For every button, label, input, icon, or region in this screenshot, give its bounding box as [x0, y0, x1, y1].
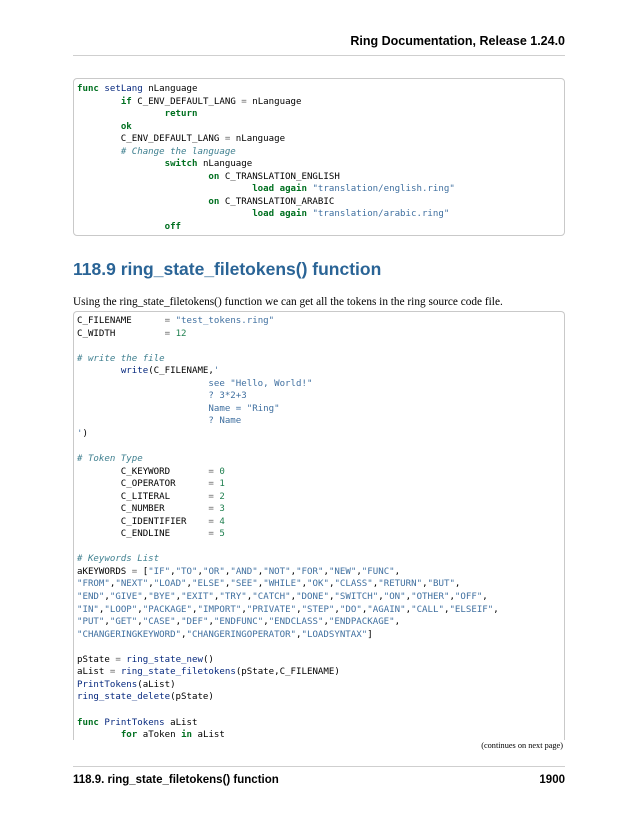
code-token: 0	[219, 466, 225, 477]
code-token: C_FILENAME	[77, 316, 165, 326]
code-token: ,	[257, 566, 264, 577]
code-token: "PRIVATE"	[246, 604, 297, 615]
code-token: "OFF"	[454, 592, 483, 603]
code-token: nLanguage	[142, 84, 198, 94]
code-token: "CALL"	[411, 604, 444, 615]
code-token: ring_state_delete	[77, 692, 171, 703]
code-token: C_ENV_DEFAULT_LANG	[131, 96, 242, 107]
code-token: ,	[224, 566, 231, 577]
code-token: in	[181, 730, 193, 740]
code-line	[77, 666, 564, 679]
code-token: ,	[405, 592, 412, 603]
code-token: ,	[422, 579, 428, 590]
code-token: # write the file	[77, 353, 165, 364]
code-token: aKEYWORDS	[77, 566, 132, 577]
code-token: "NEW"	[328, 566, 357, 577]
code-token: ,	[356, 566, 362, 577]
code-token: "ELSEIF"	[449, 604, 494, 615]
code-token: ,	[449, 592, 455, 603]
code-token: "RETURN"	[378, 579, 423, 590]
code-token: setLang	[104, 84, 143, 94]
code-token: "ELSE"	[192, 579, 225, 590]
code-token: "ENDFUNC"	[213, 617, 264, 628]
code-token: aToken	[137, 730, 182, 740]
code-token: "END"	[77, 592, 105, 603]
code-token	[77, 197, 208, 207]
code-token: ,	[98, 604, 105, 615]
code-token: "BUT"	[427, 579, 455, 590]
code-token: ]	[367, 629, 373, 640]
code-token: ,	[175, 617, 182, 628]
code-token: if	[120, 96, 132, 107]
code-token: "PACKAGE"	[142, 604, 193, 615]
code-token: "SWITCH"	[334, 592, 379, 603]
code-token: ,	[296, 604, 302, 615]
code-token: "ENDPACKAGE"	[328, 617, 395, 628]
code-line	[77, 365, 564, 378]
code-token: C_ENDLINE	[77, 529, 209, 540]
code-token: ,	[192, 604, 198, 615]
code-line	[77, 717, 564, 730]
code-token: =	[131, 566, 138, 577]
code-token: ,	[323, 566, 329, 577]
code-token: ,	[290, 566, 297, 577]
code-token: ,	[378, 592, 384, 603]
code-token: =	[208, 516, 214, 527]
code-token: "CATCH"	[252, 592, 291, 603]
code-token: ,	[224, 579, 231, 590]
code-line	[77, 121, 564, 134]
code-token: ,	[493, 604, 499, 615]
code-token: switch	[164, 159, 198, 170]
code-line	[77, 491, 564, 504]
code-token: return	[164, 109, 198, 120]
code-line	[77, 208, 564, 221]
code-token: ok	[120, 121, 132, 132]
code-token: 4	[219, 516, 225, 527]
code-line	[77, 221, 564, 234]
code-token: nLanguage	[246, 96, 302, 107]
code-token: [	[137, 566, 149, 577]
code-token: "IN"	[77, 604, 99, 615]
code-token: "EXIT"	[181, 592, 214, 603]
code-token: ,	[170, 566, 176, 577]
code-line	[77, 415, 564, 428]
code-token: "GET"	[109, 617, 138, 628]
code-token: "ENDCLASS"	[268, 617, 324, 628]
footer-section: 118.9. ring_state_filetokens() function	[73, 774, 279, 786]
code-line	[77, 553, 564, 566]
code-token: =	[208, 504, 214, 515]
code-token: ,	[394, 566, 401, 577]
code-token	[77, 730, 121, 740]
code-token: =	[208, 479, 214, 490]
code-token: ,	[257, 579, 264, 590]
code-line	[77, 691, 564, 704]
continues-note: (continues on next page)	[481, 741, 563, 750]
code-token: "WHILE"	[263, 579, 302, 590]
code-token: "translation/arabic.ring"	[312, 209, 450, 220]
code-token: load	[252, 184, 275, 195]
code-token: '	[77, 428, 83, 439]
code-token: see "Hello, World!"	[77, 378, 313, 389]
code-token: "DONE"	[296, 592, 329, 603]
code-token: "FOR"	[296, 566, 324, 577]
code-token: ,	[104, 617, 110, 628]
code-line	[77, 453, 564, 466]
code-line	[77, 353, 564, 366]
code-token: ring_state_filetokens	[120, 667, 236, 678]
code-line	[77, 591, 564, 604]
code-line	[77, 83, 564, 96]
code-line	[77, 503, 564, 516]
code-token: C_TRANSLATION_ARABIC	[219, 196, 335, 207]
code-token: "DO"	[339, 604, 362, 615]
code-token: Name = "Ring"	[77, 403, 280, 414]
code-token: =	[241, 96, 247, 107]
code-token	[77, 184, 252, 194]
code-token: =	[208, 466, 214, 477]
code-token: ,	[246, 592, 253, 603]
code-token: (pState)	[170, 692, 214, 703]
code-token: "LOAD"	[153, 579, 187, 590]
code-token: "NEXT"	[115, 579, 149, 590]
code-line	[77, 528, 564, 541]
code-token: load	[252, 209, 275, 220]
code-token: "DEF"	[181, 617, 209, 628]
code-token: off	[164, 222, 182, 233]
code-token: on	[208, 196, 220, 207]
code-token: ring_state_new	[126, 654, 203, 665]
code-token: ,	[323, 617, 329, 628]
code-token: PrintTokens	[104, 717, 165, 728]
section-title: 118.9 ring_state_filetokens() function	[73, 259, 382, 279]
code-token: "NOT"	[263, 566, 291, 577]
code-token: "CHANGERINGKEYWORD"	[77, 629, 182, 640]
code-token: "OK"	[307, 579, 329, 590]
code-token: "OTHER"	[411, 592, 450, 603]
code-token: "IMPORT"	[197, 604, 242, 615]
code-token: ,	[372, 579, 379, 590]
code-token: ,	[334, 604, 340, 615]
code-token: "CASE"	[142, 617, 176, 628]
code-token: (pState,C_FILENAME)	[235, 667, 340, 678]
code-token: (C_FILENAME,	[148, 366, 214, 377]
code-token: "IF"	[148, 566, 171, 577]
code-token: again	[279, 209, 307, 220]
code-token: func	[77, 84, 99, 94]
code-token	[77, 209, 252, 219]
code-token: "SEE"	[230, 579, 258, 590]
code-token: "OR"	[202, 566, 225, 577]
code-token: on	[208, 171, 220, 182]
code-token: ,	[181, 629, 187, 640]
code-token: ,	[443, 604, 450, 615]
code-token: ,	[301, 579, 308, 590]
running-header: Ring Documentation, Release 1.24.0	[350, 34, 565, 48]
code-token: ,	[454, 579, 461, 590]
code-token: "BYE"	[148, 592, 176, 603]
code-line	[77, 541, 564, 554]
code-token: ,	[328, 592, 335, 603]
code-token: 1	[219, 479, 225, 490]
code-token: # Change the language	[120, 146, 236, 157]
code-token: "TRY"	[219, 592, 247, 603]
code-token: # Keywords List	[77, 554, 160, 565]
code-line	[77, 566, 564, 579]
code-token: pState	[77, 654, 116, 665]
code-token: C_KEYWORD	[77, 466, 209, 477]
code-line	[77, 604, 564, 617]
code-token: C_IDENTIFIER	[77, 516, 209, 527]
code-token: ? Name	[77, 416, 242, 427]
code-line	[77, 158, 564, 171]
code-token: "FROM"	[77, 579, 110, 590]
code-token: 12	[175, 328, 187, 339]
code-token: "FUNC"	[361, 566, 395, 577]
code-line	[77, 654, 564, 667]
code-token: aList	[192, 730, 225, 740]
code-token: ,	[137, 604, 143, 615]
code-token: "TO"	[175, 566, 198, 577]
code-token: =	[208, 491, 214, 502]
code-listing	[74, 312, 564, 740]
code-token: "translation/english.ring"	[312, 184, 455, 195]
code-token: ,	[104, 592, 110, 603]
code-line	[77, 478, 564, 491]
code-token: "AND"	[230, 566, 258, 577]
code-line	[77, 315, 564, 328]
code-line	[77, 516, 564, 529]
code-token: ,	[394, 617, 401, 628]
code-token	[77, 222, 165, 232]
code-block-setlang	[73, 78, 565, 236]
code-token: ,	[405, 604, 412, 615]
code-token: ,	[213, 592, 220, 603]
code-block-filetokens	[73, 311, 565, 740]
code-token: ,	[361, 604, 368, 615]
code-token: ,	[109, 579, 116, 590]
code-line	[77, 641, 564, 654]
code-token: ,	[263, 617, 269, 628]
code-line	[77, 108, 564, 121]
code-token: PrintTokens	[77, 679, 138, 690]
code-token: ,	[142, 592, 149, 603]
code-token	[77, 147, 121, 157]
code-token: nLanguage	[230, 134, 286, 145]
code-token: nLanguage	[197, 159, 253, 170]
code-token: C_WIDTH	[77, 328, 165, 339]
code-token: (aList)	[137, 679, 176, 690]
code-token	[77, 366, 121, 376]
code-token: "ON"	[383, 592, 406, 603]
code-line	[77, 629, 564, 642]
header-rule	[73, 55, 565, 56]
code-line	[77, 428, 564, 441]
code-token: ,	[208, 617, 214, 628]
code-token: C_ENV_DEFAULT_LANG	[77, 134, 225, 145]
code-line	[77, 729, 564, 740]
code-token: ,	[241, 604, 247, 615]
code-token: )	[82, 428, 88, 439]
code-line	[77, 390, 564, 403]
code-token	[77, 109, 165, 119]
code-line	[77, 183, 564, 196]
code-token: '	[213, 366, 220, 377]
code-line	[77, 328, 564, 341]
code-token: ,	[290, 592, 297, 603]
code-token: "STEP"	[301, 604, 335, 615]
code-line	[77, 133, 564, 146]
code-token: "LOADSYNTAX"	[301, 629, 368, 640]
code-line	[77, 616, 564, 629]
code-line	[77, 704, 564, 717]
code-token: ,	[296, 629, 302, 640]
code-token: again	[279, 184, 307, 195]
code-token: =	[115, 654, 121, 665]
code-token: ,	[328, 579, 335, 590]
code-token: ,	[175, 592, 182, 603]
code-line	[77, 96, 564, 109]
code-line	[77, 378, 564, 391]
code-token: aList	[77, 667, 110, 678]
code-token: =	[224, 134, 231, 145]
code-line	[77, 679, 564, 692]
code-token: C_TRANSLATION_ENGLISH	[219, 171, 340, 182]
code-token: =	[208, 529, 214, 540]
code-token: 2	[219, 491, 225, 502]
code-token: C_OPERATOR	[77, 479, 209, 490]
code-line	[77, 146, 564, 159]
code-token: =	[109, 667, 116, 678]
code-token: ? 3*2+3	[77, 391, 247, 402]
code-token: # Token Type	[77, 454, 143, 465]
code-token: 5	[219, 529, 225, 540]
code-token: "GIVE"	[109, 592, 143, 603]
code-token: 3	[219, 504, 225, 515]
code-token: =	[164, 316, 171, 326]
code-token: aList	[164, 717, 198, 728]
code-token: "CLASS"	[334, 579, 373, 590]
code-token: ()	[202, 654, 214, 665]
code-token: ,	[137, 617, 143, 628]
code-token: C_LITERAL	[77, 491, 209, 502]
page-number: 1900	[539, 774, 565, 786]
code-token: C_NUMBER	[77, 504, 209, 515]
code-token: write	[120, 366, 149, 377]
code-line	[77, 340, 564, 353]
code-line	[77, 466, 564, 479]
code-token: "LOOP"	[104, 604, 138, 615]
code-line	[77, 196, 564, 209]
code-line	[77, 171, 564, 184]
section-intro: Using the ring_state_filetokens() function we can get all the tokens in the ring source code file.	[73, 296, 503, 308]
code-line	[77, 440, 564, 453]
code-token: =	[164, 328, 171, 339]
code-token	[77, 97, 121, 107]
code-token	[77, 172, 208, 182]
code-token: "AGAIN"	[367, 604, 406, 615]
code-line	[77, 403, 564, 416]
code-listing	[74, 79, 564, 234]
code-token: ,	[148, 579, 154, 590]
code-token: func	[77, 717, 99, 728]
code-token: for	[120, 730, 138, 740]
footer-rule	[73, 766, 565, 767]
code-token: ,	[482, 592, 488, 603]
code-token	[77, 159, 165, 169]
code-token: ,	[197, 566, 203, 577]
code-token: ,	[186, 579, 193, 590]
code-line	[77, 578, 564, 591]
code-token	[77, 122, 121, 132]
code-token: "CHANGERINGOPERATOR"	[186, 629, 297, 640]
code-token: "PUT"	[77, 617, 105, 628]
code-token: "test_tokens.ring"	[175, 316, 275, 326]
